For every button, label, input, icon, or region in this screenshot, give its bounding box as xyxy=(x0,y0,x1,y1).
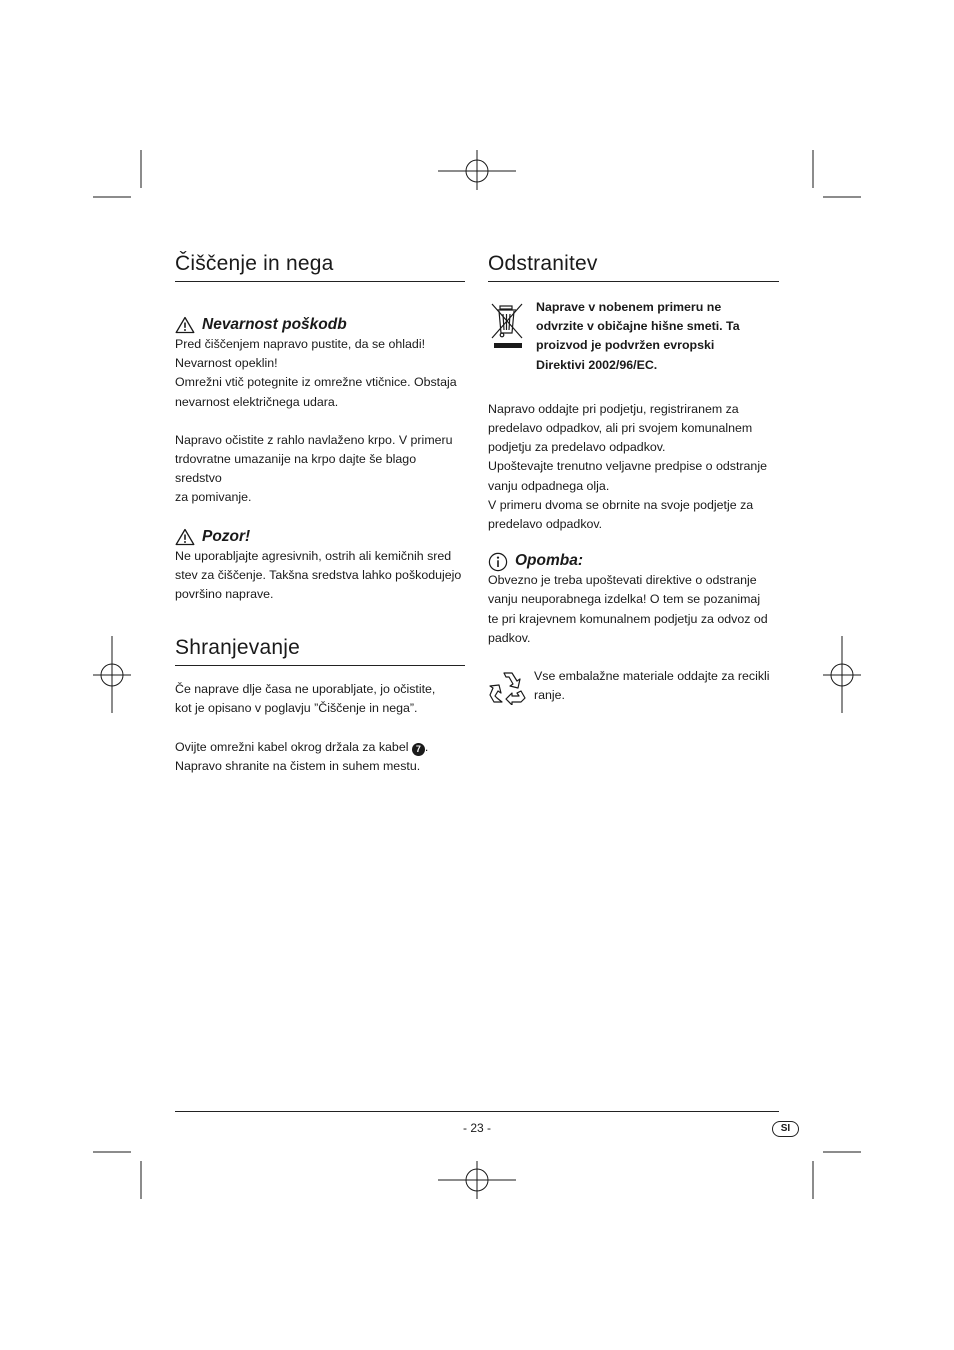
note-label: Opomba: xyxy=(515,552,584,570)
weee-text xyxy=(536,298,740,375)
text-line: za pomivanje. xyxy=(175,490,252,505)
text-line: trdovratne umazanije na krpo dajte še blago sredstvo xyxy=(175,452,417,486)
text-line: ranje. xyxy=(534,688,565,703)
text-line: te pri krajevnem komunalnem podjetju za odvoz od xyxy=(488,611,768,626)
text-line: Napravo oddajte pri podjetju, registriranem za xyxy=(488,401,739,416)
caution-title xyxy=(175,527,465,547)
storage-paragraph-2 xyxy=(175,738,465,776)
crossed-bin-icon xyxy=(488,300,528,357)
damage-warning-title xyxy=(175,315,465,335)
text-line: proizvod je podvržen evropski xyxy=(536,338,715,353)
text-line: Vse embalažne materiale oddajte za recikli xyxy=(534,669,770,684)
caution-label: Pozor! xyxy=(202,527,251,545)
language-badge: SI xyxy=(772,1121,799,1137)
left-column xyxy=(175,250,465,776)
disposal-paragraph xyxy=(488,400,779,534)
text-line: predelavo odpadkov. xyxy=(488,517,603,532)
note-title xyxy=(488,551,779,571)
damage-warning-label: Nevarnost poškodb xyxy=(202,316,347,333)
text-line: površino naprave. xyxy=(175,587,274,602)
footer-divider xyxy=(175,1111,779,1112)
storage-heading: Shranjevanje xyxy=(175,634,465,666)
text-line: Napravo shranite na čistem in suhem mestu. xyxy=(175,758,421,773)
recycle-icon xyxy=(488,669,528,710)
text-line: Direktivi 2002/96/EC. xyxy=(536,357,658,372)
packaging-notice xyxy=(488,667,779,710)
cleaning-instruction xyxy=(175,431,465,508)
page-number: - 23 - xyxy=(462,1121,491,1135)
text-line: Napravo očistite z rahlo navlaženo krpo. V primeru xyxy=(175,432,453,447)
info-icon xyxy=(488,552,508,570)
storage-paragraph-1 xyxy=(175,680,465,718)
text-line: nevarnost električnega udara. xyxy=(175,394,339,409)
text-line: kot je opisano v poglavju ”Čiščenje in nega”. xyxy=(175,701,418,716)
text-line: stev za čiščenje. Takšna sredstva lahko poškodujejo xyxy=(175,567,462,582)
weee-notice xyxy=(488,298,779,375)
disposal-heading: Odstranitev xyxy=(488,250,779,282)
text-line: podjetju za predelavo odpadkov. xyxy=(488,440,666,455)
text-line: vanju neuporabnega izdelka! O tem se pozanimaj xyxy=(488,592,761,607)
text-line: padkov. xyxy=(488,630,531,645)
text-line: predelavo odpadkov, ali pri svojem komunalnem xyxy=(488,421,753,436)
text-line: Ovijte omrežni kabel okrog držala za kabel 7 . xyxy=(175,739,429,754)
text-line: Ne uporabljajte agresivnih, ostrih ali kemičnih sred xyxy=(175,548,452,563)
caution-text xyxy=(175,547,465,605)
warning-icon xyxy=(175,316,195,334)
cable-holder-number-badge: 7 xyxy=(412,743,425,756)
note-text xyxy=(488,571,779,648)
packaging-text xyxy=(534,667,770,705)
text-line: Naprave v nobenem primeru ne xyxy=(536,300,722,314)
text-line: Če naprave dlje časa ne uporabljate, jo očistite, xyxy=(175,682,436,697)
text-line: Omrežni vtič potegnite iz omrežne vtičnice. Obstaja xyxy=(175,375,457,390)
text-line: V primeru dvoma se obrnite na svoje podjetje za xyxy=(488,497,754,512)
text-line: odvrzite v običajne hišne smeti. Ta xyxy=(536,319,740,334)
text-line: Obvezno je treba upoštevati direktive o odstranje xyxy=(488,573,757,588)
warning-icon xyxy=(175,528,195,546)
cleaning-heading: Čiščenje in nega xyxy=(175,250,465,282)
text-line: Nevarnost opeklin! xyxy=(175,356,278,371)
right-column xyxy=(488,250,779,710)
text-line: Pred čiščenjem napravo pustite, da se ohladi! xyxy=(175,337,426,351)
text-line: Upoštevajte trenutno veljavne predpise o odstranje xyxy=(488,459,767,474)
damage-warning-text xyxy=(175,335,465,412)
text-line: vanju odpadnega olja. xyxy=(488,478,610,493)
